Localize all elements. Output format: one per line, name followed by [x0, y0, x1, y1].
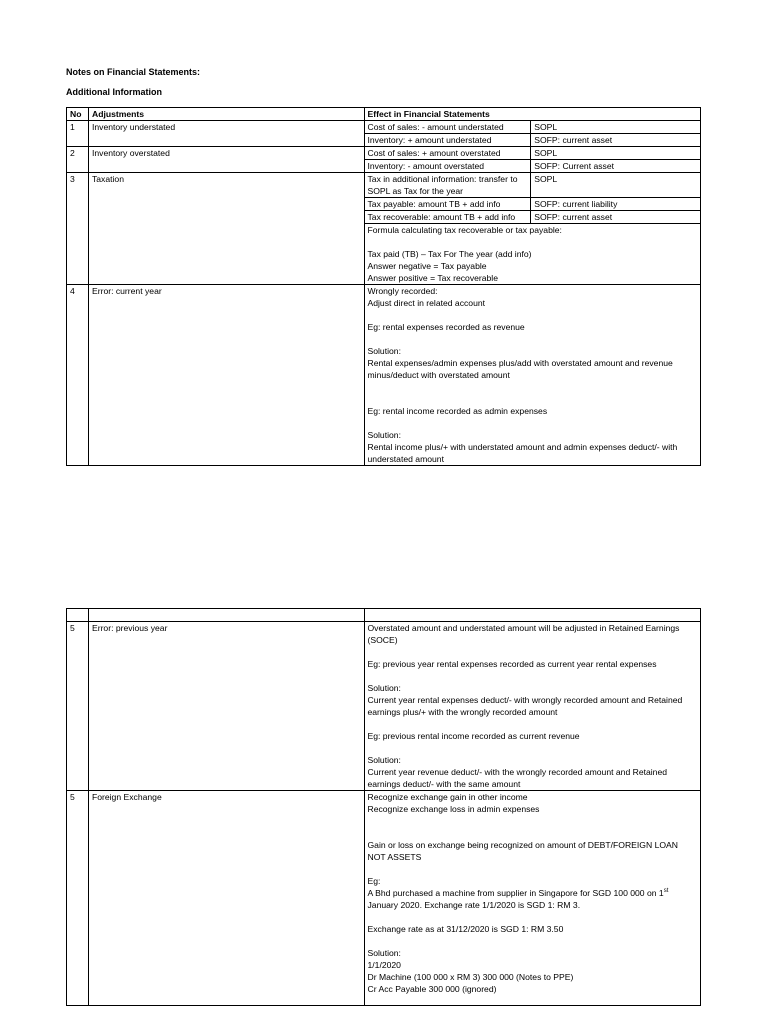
- effect-text: Wrongly recorded: Adjust direct in related account Eg: rental expenses recorded as revenue Solution: Rental expenses/admin expenses plus/add with overstated amount and revenue minus/deduct with overstated amount Eg: rental income recorded as admin expenses Solution: Rental income plus/+ with understated amount and admin expenses deduct/- with understated amount: [364, 285, 700, 466]
- row-number: 4: [67, 285, 89, 466]
- table-header-row: [67, 108, 701, 121]
- row-number: 3: [67, 173, 89, 285]
- effect-text: Inventory: - amount overstated: [364, 160, 531, 173]
- empty-cell: [67, 609, 89, 622]
- page-title: Notes on Financial Statements:: [66, 67, 201, 77]
- effect-text-part: Recognize exchange gain in other income Recognize exchange loss in admin expenses Gain or loss on exchange being recognized on amount of DEBT/FOREIGN LOAN NOT ASSETS Eg: A Bhd purchased a machine from supplier in Singapore for SGD 100 000 on 1: [367, 792, 678, 898]
- header-adjustments: Adjustments: [88, 108, 364, 121]
- header-effect: Effect in Financial Statements: [364, 108, 700, 121]
- table-row: [67, 622, 701, 791]
- effect-text: Cost of sales: - amount understated: [364, 121, 531, 134]
- table-empty-row: [67, 609, 701, 622]
- empty-cell: [364, 609, 701, 622]
- adjustment-label: Inventory understated: [88, 121, 364, 147]
- adjustments-table-2: [66, 608, 701, 1006]
- statement-label: SOPL: [531, 121, 701, 134]
- effect-text: Tax recoverable: amount TB + add info: [364, 211, 531, 224]
- effect-text: Inventory: + amount understated: [364, 134, 531, 147]
- statement-label: SOFP: current asset: [531, 211, 701, 224]
- tax-formula-text: Formula calculating tax recoverable or tax payable: Tax paid (TB) – Tax For The year (add info) Answer negative = Tax payable Answer positive = Tax recoverable: [364, 224, 700, 285]
- effect-text: Tax in additional information: transfer to SOPL as Tax for the year: [364, 173, 531, 198]
- empty-cell: [88, 609, 364, 622]
- row-number: 1: [67, 121, 89, 147]
- statement-label: SOFP: Current asset: [531, 160, 701, 173]
- ordinal-suffix: st: [663, 888, 669, 895]
- effect-text-part: January 2020. Exchange rate 1/1/2020 is SGD 1: RM 3. Exchange rate as at 31/12/2020 is SGD 1: RM 3.50 Solution: 1/1/2020 Dr Machine (100 000 x RM 3) 300 000 (Notes to PPE) Cr Acc Payable 300 000 (ignored): [367, 900, 581, 994]
- effect-text: [364, 791, 701, 1006]
- statement-label: SOPL: [531, 147, 701, 160]
- table-row: [67, 121, 701, 134]
- header-no: No: [67, 108, 89, 121]
- adjustment-label: Inventory overstated: [88, 147, 364, 173]
- adjustment-label: Foreign Exchange: [88, 791, 364, 1006]
- statement-label: SOFP: current liability: [531, 198, 701, 211]
- row-number: 5: [67, 622, 89, 791]
- effect-text: Cost of sales: + amount overstated: [364, 147, 531, 160]
- adjustment-label: Error: current year: [88, 285, 364, 466]
- table-row: [67, 147, 701, 160]
- effect-text: Tax payable: amount TB + add info: [364, 198, 531, 211]
- adjustments-table-1: [66, 107, 701, 466]
- row-number: 2: [67, 147, 89, 173]
- adjustment-label: Taxation: [88, 173, 364, 285]
- adjustment-label: Error: previous year: [88, 622, 364, 791]
- statement-label: SOFP: current asset: [531, 134, 701, 147]
- statement-label: SOPL: [531, 173, 701, 198]
- effect-text: Overstated amount and understated amount will be adjusted in Retained Earnings (SOCE) Eg: previous year rental expenses recorded as current year rental expenses Solution: Current year rental expenses deduct/- with wrongly recorded amount and Retained earnings plus/+ with the wrongly recorded amount Eg: previous rental income recorded as current revenue Solution: Current year revenue deduct/- with the wrongly recorded amount and Retained earnings deduct/- with the same amount: [364, 622, 701, 791]
- table-row: [67, 173, 701, 198]
- page-subtitle: Additional Information: [66, 87, 162, 97]
- table-row: [67, 791, 701, 1006]
- table-row: [67, 285, 701, 466]
- row-number: 5: [67, 791, 89, 1006]
